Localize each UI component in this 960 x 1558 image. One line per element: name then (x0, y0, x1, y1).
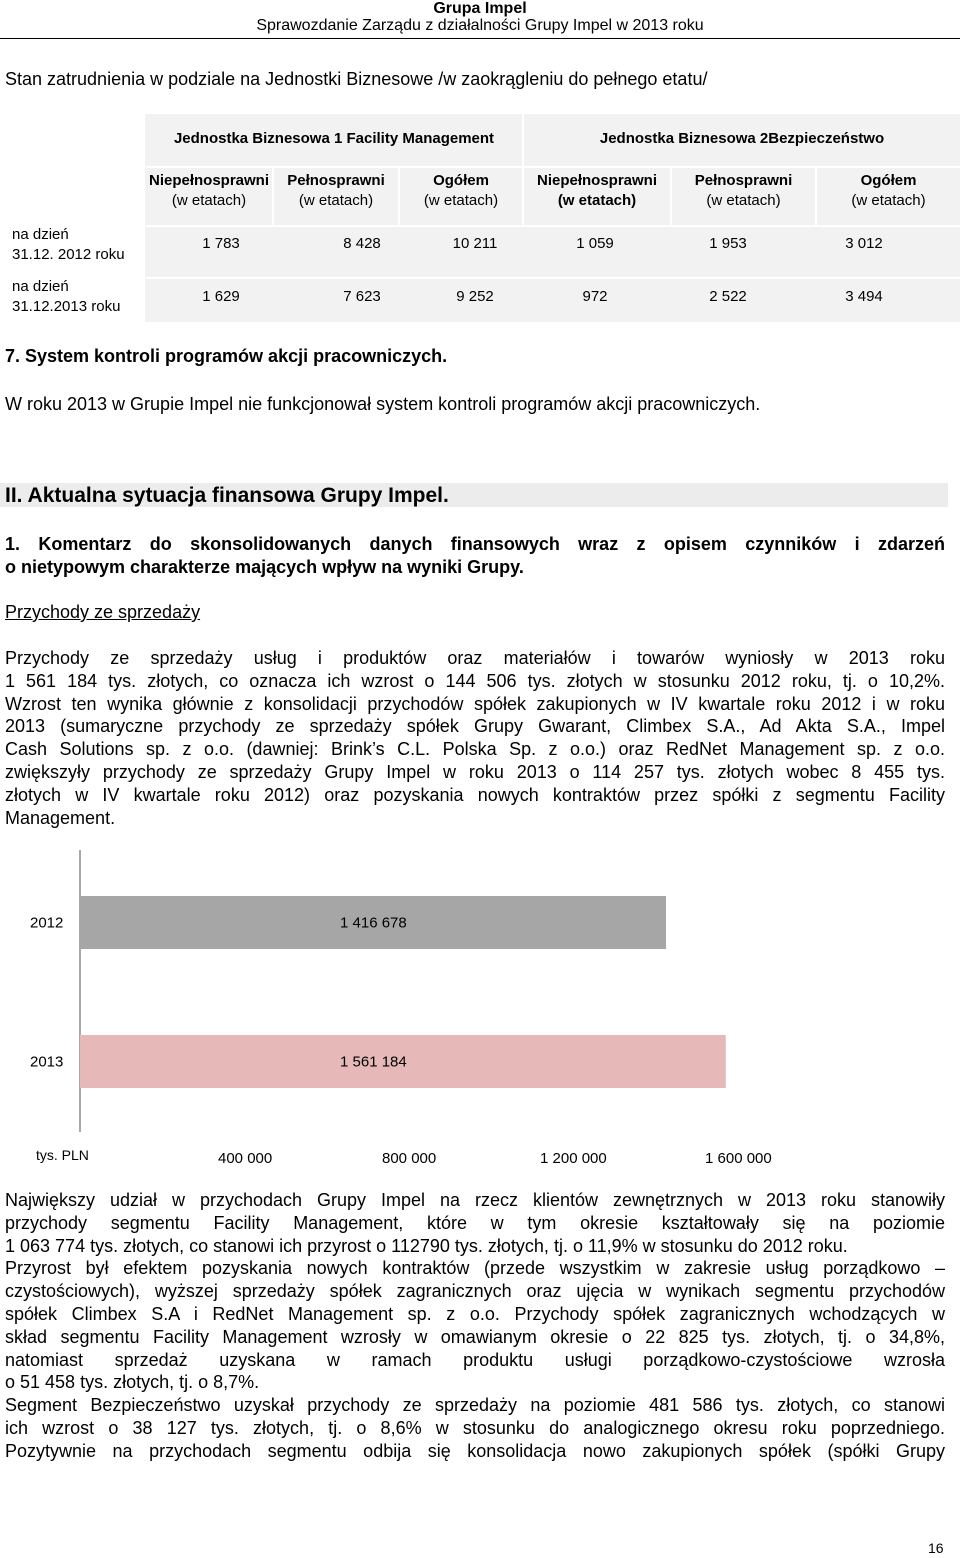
table-cell: 1 953 (709, 235, 747, 252)
col-header-unit: (w etatach) (557, 192, 637, 209)
table-cell: 2 522 (709, 288, 747, 305)
table-cell: 7 623 (343, 288, 381, 305)
col-header-unit: (w etatach) (423, 192, 499, 209)
paragraph-line: Przychody ze sprzedaży usług i produktów oraz materiałów i towarów wyniosły w 2013 roku (5, 648, 945, 668)
header-divider (0, 38, 960, 39)
col-header-label: Ogółem (860, 172, 917, 189)
employment-table (0, 114, 960, 322)
row-label-line: 31.12.2013 roku (12, 298, 121, 315)
paragraph-line: złotych w IV kwartale roku 2012) oraz pozyskania nowych kontraktów przez spółki z segmentu Facility (5, 784, 945, 805)
revenue-bar-chart-svg (0, 850, 960, 1180)
section-1-heading (5, 533, 945, 579)
paragraph-line: natomiast sprzedaż uzyskana w ramach produktu usługi porządkowo-czystościowe wzrosła (5, 1349, 945, 1370)
row-label-line: na dzień (12, 278, 69, 295)
heading-line: 1. Komentarz do skonsolidowanych danych finansowych wraz z opisem czynników i zdarzeń (5, 534, 945, 554)
col-header (524, 171, 670, 223)
heading-line: o nietypowym charakterze mających wpływ na wyniki Grupy. (5, 556, 524, 577)
table-cell: 1 629 (202, 288, 240, 305)
col-header-unit: (w etatach) (851, 192, 926, 209)
unit1-header: Jednostka Biznesowa 1 Facility Management (173, 130, 495, 147)
paragraph-line: Wzrost ten wynika głównie z konsolidacji przychodów spółek zakupionych w IV kwartale roku 2012 i w roku (5, 693, 945, 714)
revenue-bar-chart (0, 850, 960, 1180)
revenue-paragraph-2 (5, 1189, 945, 1463)
table-cell: 10 211 (452, 235, 498, 252)
col-header-label: Pełnosprawni (694, 172, 793, 189)
col-header-label: Niepełnosprawni (536, 172, 658, 189)
col-header-unit: (w etatach) (298, 192, 374, 209)
table-cell: 972 (582, 288, 608, 305)
revenue-subheading: Przychody ze sprzedaży (5, 602, 201, 622)
table-cell: 3 012 (845, 235, 883, 252)
col-header-label: Pełnosprawni (287, 172, 385, 189)
col-header (146, 171, 272, 223)
header-company: Grupa Impel (433, 0, 527, 17)
table-cell: 8 428 (343, 235, 381, 252)
revenue-paragraph-1 (5, 647, 945, 829)
section-II-heading-bar (0, 483, 948, 507)
chart-category-label: 2012 (30, 914, 64, 932)
col-header-label: Niepełnosprawni (148, 172, 270, 189)
paragraph-line: Management. (5, 807, 116, 828)
paragraph-line: Segment Bezpieczeństwo uzyskał przychody ze sprzedaży na poziomie 481 586 tys. złotych, co stanowi (5, 1395, 945, 1416)
col-header (817, 171, 960, 223)
table-grid-line (146, 166, 960, 168)
table-cell: 1 783 (202, 235, 240, 252)
table-grid-line (522, 114, 524, 166)
chart-x-tick-label: 1 200 000 (540, 1150, 607, 1167)
row-label-2012 (12, 225, 125, 265)
paragraph-line: zwiększyły przychody ze sprzedaży Grupy Impel w roku 2013 o 114 257 tys. złotych wobec 8 455 tys. (5, 761, 945, 782)
paragraph-line: Przyrost był efektem pozyskania nowych kontraktów (przede wszystkim w zakresie usług porządkowo – (5, 1258, 945, 1279)
chart-x-tick-label: 400 000 (218, 1150, 273, 1167)
chart-x-tick-label: 800 000 (382, 1150, 437, 1167)
paragraph-line: ich wzrost o 38 127 tys. złotych, tj. o 8,6% w stosunku do analogicznego okresu roku poprzedniego. (5, 1417, 945, 1438)
header-report-title: Sprawozdanie Zarządu z działalności Grupy Impel w 2013 roku (256, 17, 704, 34)
table-grid-line (146, 225, 960, 227)
chart-category-label: 2013 (30, 1053, 64, 1071)
chart-value-label: 1 561 184 (340, 1053, 407, 1071)
paragraph-line: o 51 458 tys. złotych, tj. o 8,7%. (5, 1372, 260, 1393)
chart-value-label: 1 416 678 (340, 914, 407, 932)
page-number: 16 (928, 1540, 944, 1556)
section-7-heading: 7. System kontroli programów akcji pracowniczych. (5, 346, 448, 366)
table-cell: 9 252 (456, 288, 494, 305)
unit2-header: Jednostka Biznesowa 2Bezpieczeństwo (599, 130, 885, 147)
paragraph-line: 1 561 184 tys. złotych, co oznacza ich wzrost o 144 506 tys. złotych w stosunku 2012 roku, tj. o 10,2%. (5, 670, 945, 691)
section-7-text: W roku 2013 w Grupie Impel nie funkcjonował system kontroli programów akcji pracowniczych. (5, 394, 761, 414)
paragraph-line: Pozytywnie na przychodach segmentu odbija się konsolidacja nowo zakupionych spółek (spółki Grupy (5, 1440, 945, 1461)
paragraph-line: czystościowych), wyższej sprzedaży spółek zagranicznych oraz ujęcia w wynikach segmentu przychodów (5, 1281, 945, 1302)
col-header (400, 171, 522, 223)
row-label-line: na dzień (12, 226, 69, 243)
paragraph-line: 1 063 774 tys. złotych, co stanowi ich przyrost o 112790 tys. złotych, tj. o 11,9% w stosunku do 2012 roku. (5, 1235, 848, 1256)
paragraph-line: spółek Climbex S.A i RedNet Management sp. z o.o. Przychody spółek zagranicznych wchodzących w (5, 1303, 945, 1324)
section-II-heading: II. Aktualna sytuacja finansowa Grupy Impel. (5, 484, 449, 507)
col-header (672, 171, 815, 223)
col-header (274, 171, 398, 223)
table-cell: 1 059 (576, 235, 614, 252)
paragraph-line: przychody segmentu Facility Management, które w tym okresie kształtowały się na poziomie (5, 1212, 945, 1233)
col-header-unit: (w etatach) (706, 192, 781, 209)
paragraph-line: Największy udział w przychodach Grupy Impel na rzecz klientów zewnętrznych w 2013 roku stanowiły (5, 1190, 945, 1210)
table-grid-line (146, 277, 960, 279)
employment-table-title: Stan zatrudnienia w podziale na Jednostki Biznesowe /w zaokrągleniu do pełnego etatu/ (5, 69, 708, 89)
row-label-line: 31.12. 2012 roku (12, 246, 125, 263)
col-header-label: Ogółem (433, 172, 489, 189)
row-label-2013 (12, 277, 120, 317)
table-cell: 3 494 (845, 288, 883, 305)
paragraph-line: Cash Solutions sp. z o.o. (dawniej: Brink’s C.L. Polska Sp. z o.o.) oraz RedNet Management sp. z o.o. (5, 739, 945, 760)
paragraph-line: 2013 (sumaryczne przychody ze sprzedaży spółek Grupy Gwarant, Climbex S.A., Ad Akta S.A., Impel (5, 716, 945, 737)
paragraph-line: skład segmentu Facility Management wzrosły w omawianym okresie o 22 825 tys. złotych, tj. o 34,8%, (5, 1326, 945, 1347)
col-header-unit: (w etatach) (171, 192, 247, 209)
chart-x-axis-unit-label: tys. PLN (36, 1147, 89, 1163)
chart-x-tick-label: 1 600 000 (705, 1150, 772, 1167)
